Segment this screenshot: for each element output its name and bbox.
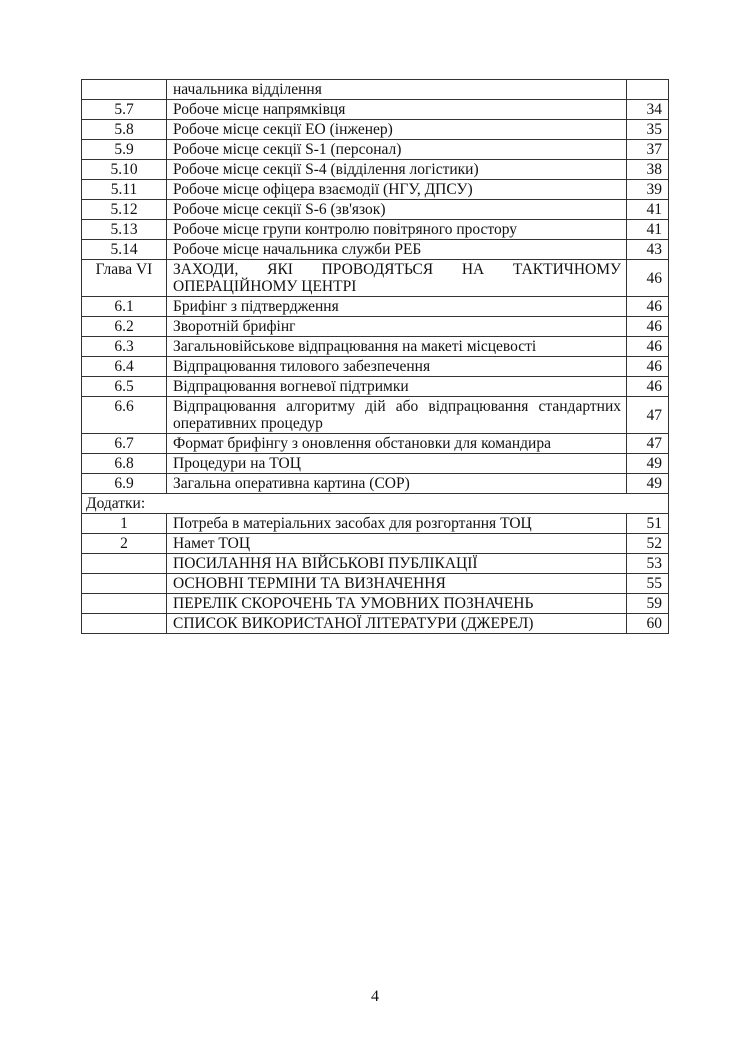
toc-row-title: Намет ТОЦ	[167, 534, 627, 554]
toc-row-number: 6.3	[82, 337, 167, 357]
toc-appendix-row	[82, 614, 669, 634]
toc-row	[82, 200, 669, 220]
toc-row-number: 5.8	[82, 120, 167, 140]
toc-row-page: 37	[627, 140, 669, 160]
toc-row-page: 51	[627, 514, 669, 534]
toc-row-number: 5.13	[82, 220, 167, 240]
toc-appendix-row	[82, 574, 669, 594]
toc-row-title: Робоче місце групи контролю повітряного простору	[167, 220, 627, 240]
toc-appendix-row	[82, 514, 669, 534]
toc-row-page: 34	[627, 100, 669, 120]
toc-row-number	[82, 594, 167, 614]
toc-row	[82, 454, 669, 474]
toc-row-page: 38	[627, 160, 669, 180]
toc-row-page: 41	[627, 200, 669, 220]
toc-row-title: Робоче місце начальника служби РЕБ	[167, 240, 627, 260]
toc-row-number: 6.6	[82, 397, 167, 434]
toc-appendix-row	[82, 554, 669, 574]
toc-row-number	[82, 80, 167, 100]
table-of-contents	[81, 79, 669, 634]
toc-row-page: 46	[627, 377, 669, 397]
toc-row-title: Загальновійськове відпрацювання на макеті місцевості	[167, 337, 627, 357]
toc-row	[82, 100, 669, 120]
toc-row-number: 6.9	[82, 474, 167, 494]
toc-row-number: 5.11	[82, 180, 167, 200]
toc-row-title: Брифінг з підтвердження	[167, 297, 627, 317]
toc-row-title: Відпрацювання вогневої підтримки	[167, 377, 627, 397]
toc-row-number: 6.5	[82, 377, 167, 397]
toc-row-page: 43	[627, 240, 669, 260]
toc-row-page: 59	[627, 594, 669, 614]
appendix-heading: Додатки:	[82, 494, 669, 514]
toc-chapter-row	[82, 260, 669, 297]
toc-row	[82, 337, 669, 357]
toc-row-title: Відпрацювання тилового забезпечення	[167, 357, 627, 377]
toc-chapter-title: ЗАХОДИ, ЯКІ ПРОВОДЯТЬСЯ НА ТАКТИЧНОМУ ОПЕРАЦІЙНОМУ ЦЕНТРІ	[167, 260, 627, 297]
toc-row	[82, 180, 669, 200]
toc-row-page: 47	[627, 434, 669, 454]
toc-row-title: Робоче місце секції ЕО (інженер)	[167, 120, 627, 140]
toc-row-number: 6.4	[82, 357, 167, 377]
toc-appendix-row	[82, 594, 669, 614]
toc-row-page: 49	[627, 474, 669, 494]
toc-row	[82, 397, 669, 434]
toc-row-page: 55	[627, 574, 669, 594]
toc-row-number: 6.1	[82, 297, 167, 317]
toc-row-number: 6.8	[82, 454, 167, 474]
toc-row-title: Робоче місце секції S-4 (відділення логістики)	[167, 160, 627, 180]
toc-row-page: 41	[627, 220, 669, 240]
toc-row-title: начальника відділення	[167, 80, 627, 100]
toc-row-title: СПИСОК ВИКОРИСТАНОЇ ЛІТЕРАТУРИ (ДЖЕРЕЛ)	[167, 614, 627, 634]
toc-row	[82, 317, 669, 337]
toc-row-title: ПЕРЕЛІК СКОРОЧЕНЬ ТА УМОВНИХ ПОЗНАЧЕНЬ	[167, 594, 627, 614]
toc-row-number: 5.10	[82, 160, 167, 180]
toc-row-page: 46	[627, 317, 669, 337]
toc-row-title: Загальна оперативна картина (COP)	[167, 474, 627, 494]
toc-row	[82, 240, 669, 260]
toc-row	[82, 120, 669, 140]
toc-row-page: 60	[627, 614, 669, 634]
toc-row-page: 46	[627, 297, 669, 317]
toc-row-number: 1	[82, 514, 167, 534]
toc-appendix-heading-row	[82, 494, 669, 514]
toc-row-page: 52	[627, 534, 669, 554]
page-number: 4	[371, 988, 379, 1005]
toc-row	[82, 474, 669, 494]
toc-row	[82, 297, 669, 317]
toc-row-number: 5.14	[82, 240, 167, 260]
toc-row-title: Формат брифінгу з оновлення обстановки для командира	[167, 434, 627, 454]
toc-row-number	[82, 574, 167, 594]
toc-appendix-row	[82, 534, 669, 554]
toc-row-title: Зворотній брифінг	[167, 317, 627, 337]
toc-row	[82, 434, 669, 454]
toc-row	[82, 377, 669, 397]
toc-row-number: 5.12	[82, 200, 167, 220]
toc-row-title: Робоче місце секції S-6 (зв'язок)	[167, 200, 627, 220]
toc-chapter-number: Глава VI	[82, 260, 167, 297]
toc-row	[82, 160, 669, 180]
toc-row-page: 47	[627, 397, 669, 434]
toc-row-page: 46	[627, 337, 669, 357]
toc-row-title: Відпрацювання алгоритму дій або відпрацювання стандартних оперативних процедур	[167, 397, 627, 434]
toc-row	[82, 80, 669, 100]
toc-row-title: Робоче місце напрямківця	[167, 100, 627, 120]
toc-row	[82, 140, 669, 160]
toc-row-page: 49	[627, 454, 669, 474]
toc-row-number	[82, 554, 167, 574]
toc-row-title: Робоче місце офіцера взаємодії (НГУ, ДПСУ)	[167, 180, 627, 200]
toc-row-title: Робоче місце секції S-1 (персонал)	[167, 140, 627, 160]
toc-row-number: 5.7	[82, 100, 167, 120]
toc-row-title: Потреба в матеріальних засобах для розгортання ТОЦ	[167, 514, 627, 534]
toc-row-title: ПОСИЛАННЯ НА ВІЙСЬКОВІ ПУБЛІКАЦІЇ	[167, 554, 627, 574]
toc-row-number: 5.9	[82, 140, 167, 160]
toc-row-page: 46	[627, 357, 669, 377]
toc-row-page: 39	[627, 180, 669, 200]
toc-row-page: 53	[627, 554, 669, 574]
toc-row-number: 6.7	[82, 434, 167, 454]
toc-row-title: Процедури на ТОЦ	[167, 454, 627, 474]
toc-row	[82, 220, 669, 240]
toc-row-title: ОСНОВНІ ТЕРМІНИ ТА ВИЗНАЧЕННЯ	[167, 574, 627, 594]
toc-row-number	[82, 614, 167, 634]
toc-row-page: 35	[627, 120, 669, 140]
toc-row	[82, 357, 669, 377]
toc-chapter-page: 46	[627, 260, 669, 297]
toc-row-number: 6.2	[82, 317, 167, 337]
toc-row-page	[627, 80, 669, 100]
toc-row-number: 2	[82, 534, 167, 554]
